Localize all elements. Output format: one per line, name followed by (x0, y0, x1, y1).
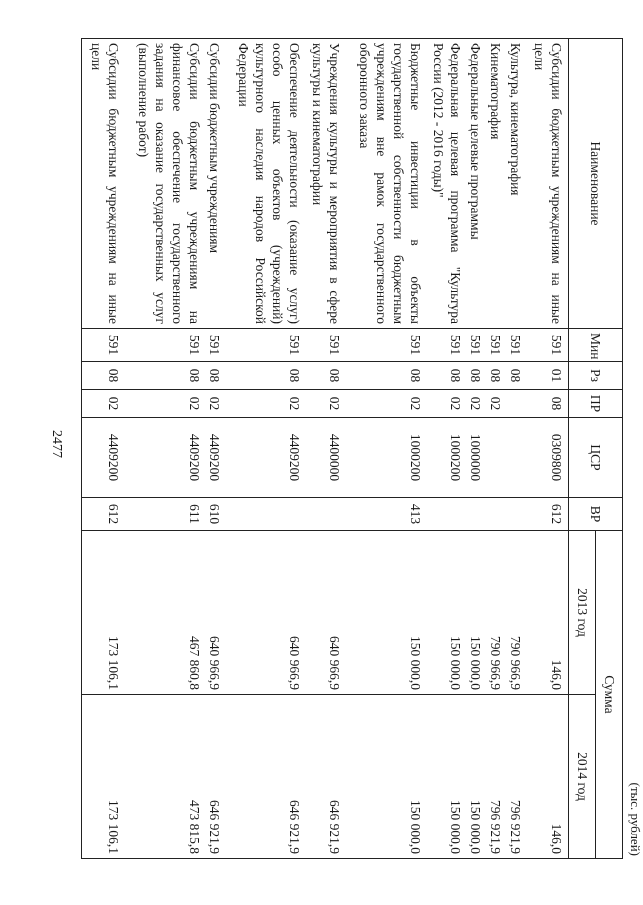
cell-pr: 02 (303, 390, 343, 418)
cell-y2013: 173 106,1 (82, 531, 123, 695)
cell-vr: 612 (524, 498, 568, 531)
cell-vr: 611 (122, 498, 202, 531)
table-row (203, 39, 223, 859)
cell-csr: 1000200 (424, 418, 464, 498)
column-header-pr: ПР (569, 390, 623, 418)
cell-csr: 4409200 (122, 418, 202, 498)
cell-y2014: 646 921,9 (303, 695, 343, 859)
cell-name: Обеспечение деятельности (оказание услуг) особо ценных объектов (учреждений) культурного наследия народов Российской Федерации (223, 39, 303, 329)
cell-pr: 02 (464, 390, 484, 418)
cell-pr: 02 (343, 390, 423, 418)
cell-vr: 612 (82, 498, 123, 531)
cell-y2014: 146,0 (524, 695, 568, 859)
cell-name: Кинематография (484, 39, 504, 329)
cell-rz: 08 (203, 362, 223, 390)
cell-name: Субсидии бюджетным учреждениям (203, 39, 223, 329)
cell-name: Федеральные целевые программы (464, 39, 484, 329)
rotated-budget-page (78, 38, 643, 858)
cell-pr: 08 (524, 390, 568, 418)
cell-min: 591 (223, 329, 303, 362)
cell-vr (484, 498, 504, 531)
cell-name: Субсидии бюджетным учреждениям на иные цели (82, 39, 123, 329)
table-row (484, 39, 504, 859)
cell-y2013: 150 000,0 (464, 531, 484, 695)
cell-rz: 01 (524, 362, 568, 390)
cell-min: 591 (524, 329, 568, 362)
cell-name: Субсидии бюджетным учреждениям на финансовое обеспечение государственного задания на оказание государственных услуг (выполнение работ) (122, 39, 202, 329)
table-row (303, 39, 343, 859)
cell-csr: 1000200 (343, 418, 423, 498)
cell-pr: 02 (82, 390, 123, 418)
cell-y2014: 150 000,0 (343, 695, 423, 859)
unit-note: (тыс. рублей) (628, 782, 643, 856)
page-number: 2477 (49, 430, 64, 458)
cell-vr (504, 498, 524, 531)
cell-pr: 02 (122, 390, 202, 418)
column-header-2013: 2013 год (569, 531, 596, 695)
cell-name: Субсидии бюджетным учреждениям на иные цели (524, 39, 568, 329)
column-header-vr: ВР (569, 498, 623, 531)
cell-min: 591 (424, 329, 464, 362)
cell-y2013: 146,0 (524, 531, 568, 695)
cell-min: 591 (122, 329, 202, 362)
cell-pr (504, 390, 524, 418)
cell-y2013: 790 966,9 (484, 531, 504, 695)
cell-min: 591 (82, 329, 123, 362)
cell-rz: 08 (82, 362, 123, 390)
cell-csr: 0309800 (524, 418, 568, 498)
table-row (524, 39, 568, 859)
cell-min: 591 (484, 329, 504, 362)
cell-min: 591 (504, 329, 524, 362)
cell-csr: 4409200 (82, 418, 123, 498)
column-header-2014: 2014 год (569, 695, 596, 859)
cell-csr: 1000000 (464, 418, 484, 498)
cell-csr: 4409200 (223, 418, 303, 498)
column-header-rz: Рз (569, 362, 623, 390)
cell-pr: 02 (203, 390, 223, 418)
cell-y2014: 150 000,0 (424, 695, 464, 859)
cell-name: Учреждения культуры и мероприятия в сфере культуры и кинематографии (303, 39, 343, 329)
table-row (504, 39, 524, 859)
cell-y2014: 796 921,9 (484, 695, 504, 859)
cell-y2014: 150 000,0 (464, 695, 484, 859)
column-header-sum: Сумма (596, 531, 623, 859)
cell-min: 591 (464, 329, 484, 362)
cell-vr (223, 498, 303, 531)
cell-min: 591 (203, 329, 223, 362)
cell-y2013: 150 000,0 (424, 531, 464, 695)
cell-vr: 413 (343, 498, 423, 531)
cell-vr: 610 (203, 498, 223, 531)
cell-csr: 4400000 (303, 418, 343, 498)
cell-y2014: 646 921,9 (203, 695, 223, 859)
cell-y2014: 173 106,1 (82, 695, 123, 859)
cell-rz: 08 (504, 362, 524, 390)
table-row (82, 39, 123, 859)
cell-pr: 02 (223, 390, 303, 418)
cell-y2013: 640 966,9 (303, 531, 343, 695)
cell-pr: 02 (424, 390, 464, 418)
table-row (464, 39, 484, 859)
cell-name: Бюджетные инвестиции в объекты государственной собственности бюджетным учреждениям вне рамок государственного оборонного заказа (343, 39, 423, 329)
cell-y2013: 150 000,0 (343, 531, 423, 695)
cell-csr (484, 418, 504, 498)
cell-min: 591 (343, 329, 423, 362)
cell-pr: 02 (484, 390, 504, 418)
table-row (343, 39, 423, 859)
cell-y2013: 467 860,8 (122, 531, 202, 695)
table-row (122, 39, 202, 859)
column-header-min: Мин (569, 329, 623, 362)
cell-y2013: 640 966,9 (223, 531, 303, 695)
cell-vr (303, 498, 343, 531)
cell-y2014: 473 815,8 (122, 695, 202, 859)
cell-rz: 08 (464, 362, 484, 390)
cell-min: 591 (303, 329, 343, 362)
cell-vr (424, 498, 464, 531)
cell-name: Федеральная целевая программа "Культура России (2012 - 2016 годы)" (424, 39, 464, 329)
cell-csr (504, 418, 524, 498)
cell-y2014: 796 921,9 (504, 695, 524, 859)
cell-y2014: 646 921,9 (223, 695, 303, 859)
table-row (424, 39, 464, 859)
column-header-name: Наименование (569, 39, 623, 329)
cell-rz: 08 (343, 362, 423, 390)
cell-y2013: 640 966,9 (203, 531, 223, 695)
cell-y2013: 790 966,9 (504, 531, 524, 695)
cell-rz: 08 (122, 362, 202, 390)
budget-table (81, 38, 623, 859)
cell-rz: 08 (223, 362, 303, 390)
cell-name: Культура, кинематография (504, 39, 524, 329)
column-header-csr: ЦСР (569, 418, 623, 498)
cell-rz: 08 (484, 362, 504, 390)
cell-rz: 08 (303, 362, 343, 390)
cell-csr: 4409200 (203, 418, 223, 498)
table-row (223, 39, 303, 859)
cell-rz: 08 (424, 362, 464, 390)
cell-vr (464, 498, 484, 531)
